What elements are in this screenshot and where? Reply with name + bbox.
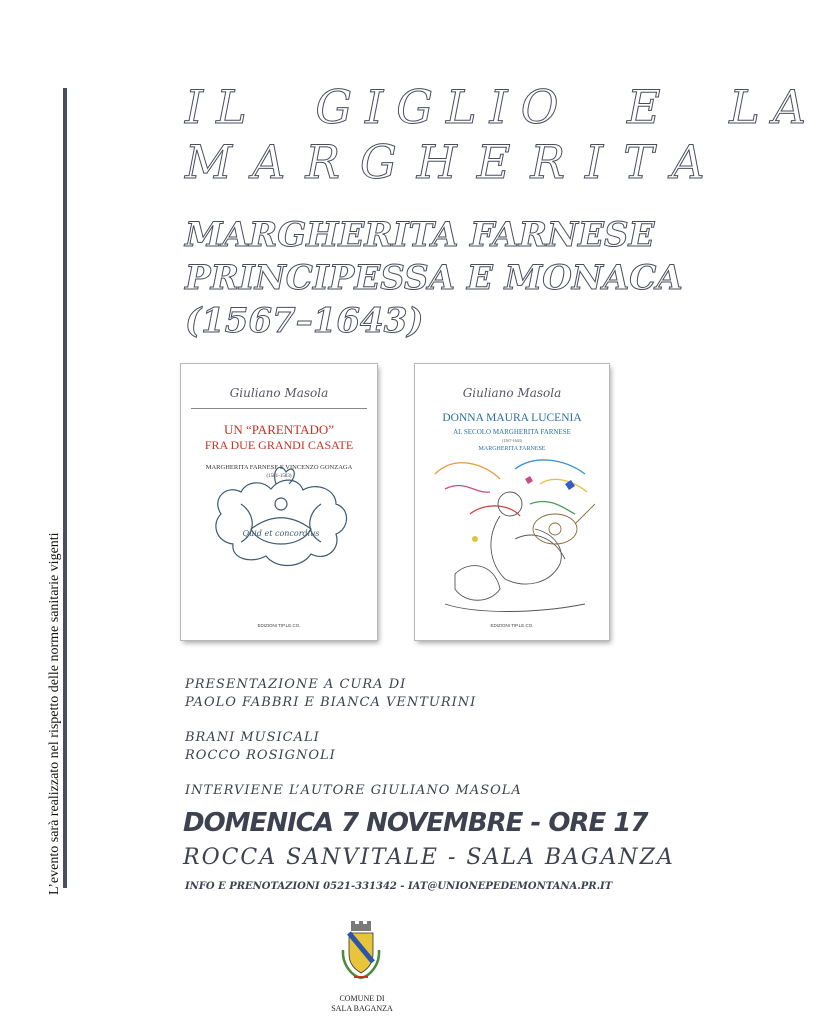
book-title-line-1: DONNA MAURA LUCENIA [442,412,582,424]
event-place: ROCCA SANVITALE - SALA BAGANZA [183,845,675,870]
event-date: DOMENICA 7 NOVEMBRE - ORE 17 [183,808,648,838]
heraldic-cartouche-illustration [181,364,377,640]
health-rules-note: L’evento sarà realizzato nel rispetto delle norme sanitarie vigenti [47,532,62,895]
comune-label: COMUNE DI [339,994,385,1003]
book-title-line-2: FRA DUE GRANDI CASATE [204,438,354,452]
book-title-line-2: AL SECOLO MARGHERITA FARNESE [453,428,571,436]
vertical-divider [63,88,67,888]
book-subtitle: MARGHERITA FARNESE E VINCENZO GONZAGA [205,464,353,471]
book-years: (1567-1643) [502,438,522,443]
book-author: Giuliano Masola [229,386,329,400]
cartouche-motto: Quid et concordius [242,529,320,538]
book-subtitle: MARGHERITA FARNESE [478,446,546,452]
title-line-2: MARGHERITA [185,135,725,189]
music-label: BRANI MUSICALI [185,730,320,745]
subtitle-line-1: MARGHERITA FARNESE [185,215,655,255]
book-publisher: EDIZIONI TIP.LE.CO. [257,623,301,628]
book-years: (1581-1583) [266,474,292,479]
book-cover-parentado [181,364,377,640]
contact-info: INFO E PRENOTAZIONI 0521-331342 - IAT@UNIONEPEDEMONTANA.PR.IT [185,881,613,892]
allegorical-sketch-illustration [415,364,609,640]
musician: ROCCO ROSIGNOLI [185,748,336,763]
author-note: INTERVIENE L’AUTORE GIULIANO MASOLA [185,783,522,798]
presentation-label: PRESENTAZIONE A CURA DI [185,677,407,692]
book-publisher: EDIZIONI TIP.LE.CO. [490,623,534,628]
book-author: Giuliano Masola [462,386,562,400]
presenters: PAOLO FABBRI E BIANCA VENTURINI [185,695,477,710]
book-cover-donna-maura [415,364,609,640]
title-line-1: IL GIGLIO E LA [185,80,819,134]
book-title-line-1: UN “PARENTADO” [223,422,335,437]
subtitle-line-2: PRINCIPESSA E MONACA [185,258,683,298]
comune-name: SALA BAGANZA [331,1004,393,1013]
subtitle-dates: (1567–1643) [185,301,424,341]
municipal-crest-icon [338,920,384,982]
